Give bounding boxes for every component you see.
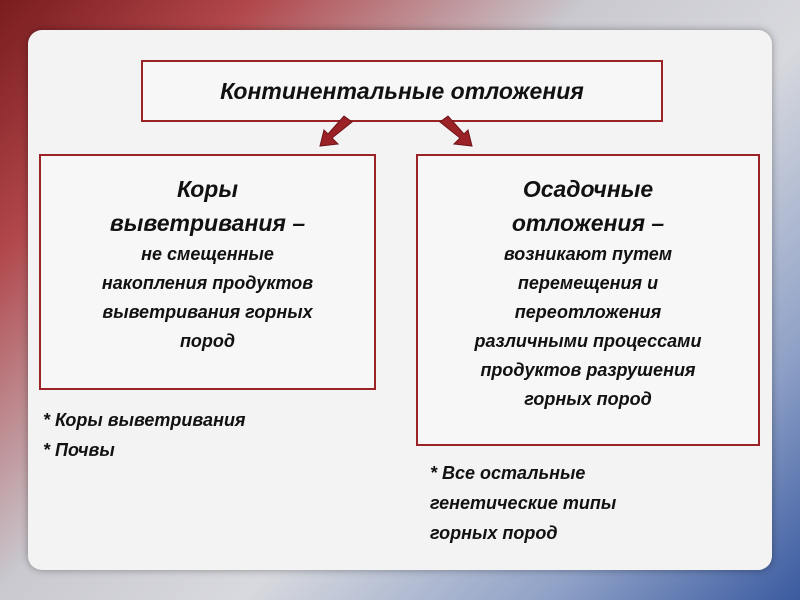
body-line: перемещения и xyxy=(517,273,659,293)
body-line: продуктов разрушения xyxy=(480,360,696,380)
body-line: выветривания горных xyxy=(102,302,313,322)
body-line: горных пород xyxy=(524,389,652,409)
diagram-title: Континентальные отложения xyxy=(141,60,663,122)
note-line: генетические типы xyxy=(430,493,617,513)
arrow-right-icon xyxy=(436,112,476,150)
body-line: не смещенные xyxy=(141,244,274,264)
body-line: накопления продуктов xyxy=(101,273,314,293)
body-line: различными процессами xyxy=(474,331,702,351)
note-line: горных пород xyxy=(430,523,558,543)
body-line: пород xyxy=(179,331,236,351)
weathering-crust-box xyxy=(39,154,376,390)
heading-line: выветривания – xyxy=(109,210,306,236)
note-line: * Почвы xyxy=(43,440,115,460)
left-notes xyxy=(43,405,246,465)
right-notes xyxy=(430,458,616,548)
heading-line: Осадочные xyxy=(522,176,654,202)
body-line: переотложения xyxy=(514,302,662,322)
body-line: возникают путем xyxy=(503,244,673,264)
heading-line: Коры xyxy=(176,176,238,202)
note-line: * Все остальные xyxy=(430,463,586,483)
note-line: * Коры выветривания xyxy=(43,410,246,430)
arrow-left-icon xyxy=(316,112,356,150)
sedimentary-deposits-box xyxy=(416,154,760,446)
heading-line: отложения – xyxy=(511,210,665,236)
